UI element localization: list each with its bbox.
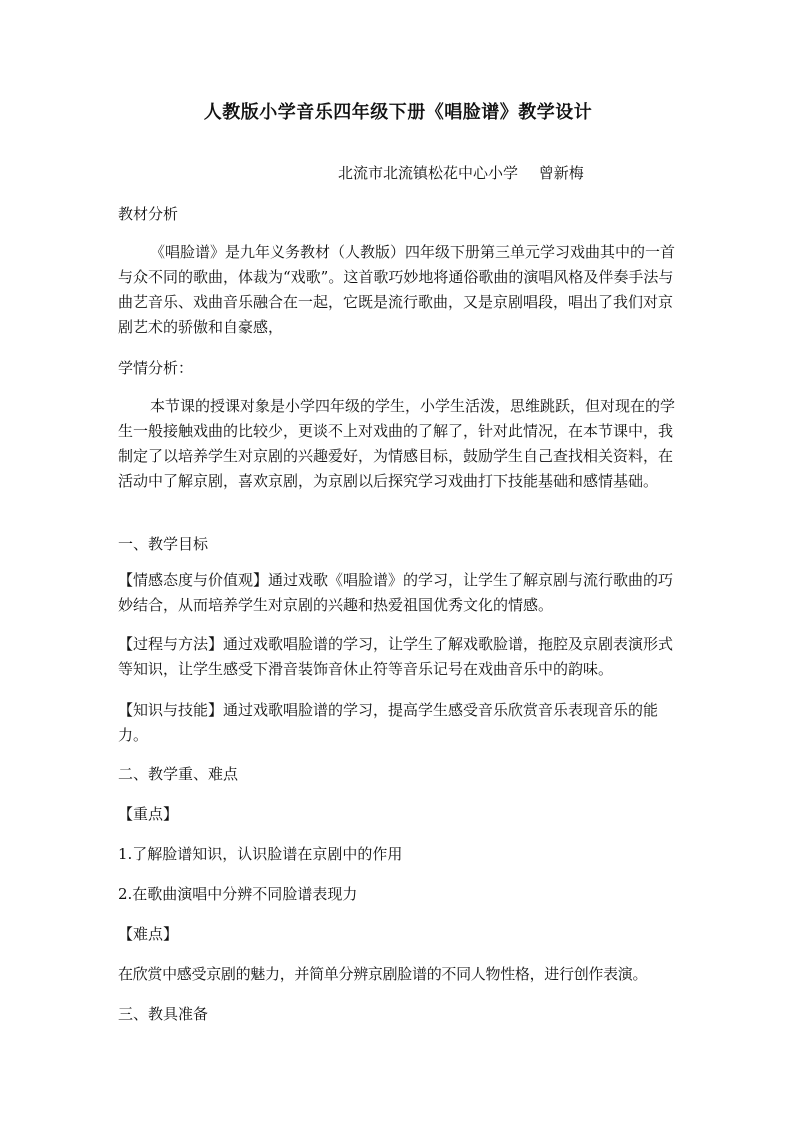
keypoints-heading: 二、教学重、难点: [118, 765, 239, 783]
student-heading: 学情分析：: [118, 359, 194, 377]
key-point-1: 1.了解脸谱知识，认识脸谱在京剧中的作用: [118, 845, 403, 863]
key-point-2: 2.在歌曲演唱中分辨不同脸谱表现力: [118, 885, 358, 903]
material-paragraph: 《唱脸谱》是九年义务教材（人教版）四年级下册第三单元学习戏曲其中的一首与众不同的歌曲，体裁为“戏歌”。这首歌巧妙地将通俗歌曲的演唱风格及伴奏手法与曲艺音乐、戏曲音乐融合在一起，它既是流行歌曲，又是京剧唱段，唱出了我们对京剧艺术的骄傲和自豪感，: [118, 243, 676, 336]
document-title: 人教版小学音乐四年级下册《唱脸谱》教学设计: [203, 102, 593, 123]
difficult-text: 在欣赏中感受京剧的魅力，并简单分辨京剧脸谱的不同人物性格，进行创作表演。: [118, 965, 648, 983]
goals-heading: 一、教学目标: [118, 535, 209, 553]
author-school: 北流市北流镇松花中心小学: [338, 164, 519, 182]
difficult-label: 【难点】: [118, 925, 179, 943]
goal-emotion: 【情感态度与价值观】通过戏歌《唱脸谱》的学习，让学生了解京剧与流行歌曲的巧妙结合，从而培养学生对京剧的兴趣和热爱祖国优秀文化的情感。: [118, 571, 674, 614]
key-label: 【重点】: [118, 805, 179, 823]
goal-knowledge: 【知识与技能】通过戏歌唱脸谱的学习，提高学生感受音乐欣赏音乐表现音乐的能力。: [118, 701, 659, 744]
tools-heading: 三、教具准备: [118, 1005, 209, 1023]
material-heading: 教材分析: [118, 205, 179, 223]
student-paragraph: 本节课的授课对象是小学四年级的学生，小学生活泼，思维跳跃，但对现在的学生一般接触戏曲的比较少，更谈不上对戏曲的了解了，针对此情况，在本节课中，我制定了以培养学生对京剧的兴趣爱好，为情感目标，鼓励学生自己查找相关资料，在活动中了解京剧，喜欢京剧，为京剧以后探究学习戏曲打下技能基础和感情基础。: [118, 397, 676, 490]
author-name: 曾新梅: [538, 164, 584, 182]
goal-process: 【过程与方法】通过戏歌唱脸谱的学习，让学生了解戏歌脸谱，拖腔及京剧表演形式等知识，让学生感受下滑音装饰音休止符等音乐记号在戏曲音乐中的韵味。: [118, 635, 674, 678]
author-line: [338, 162, 584, 183]
